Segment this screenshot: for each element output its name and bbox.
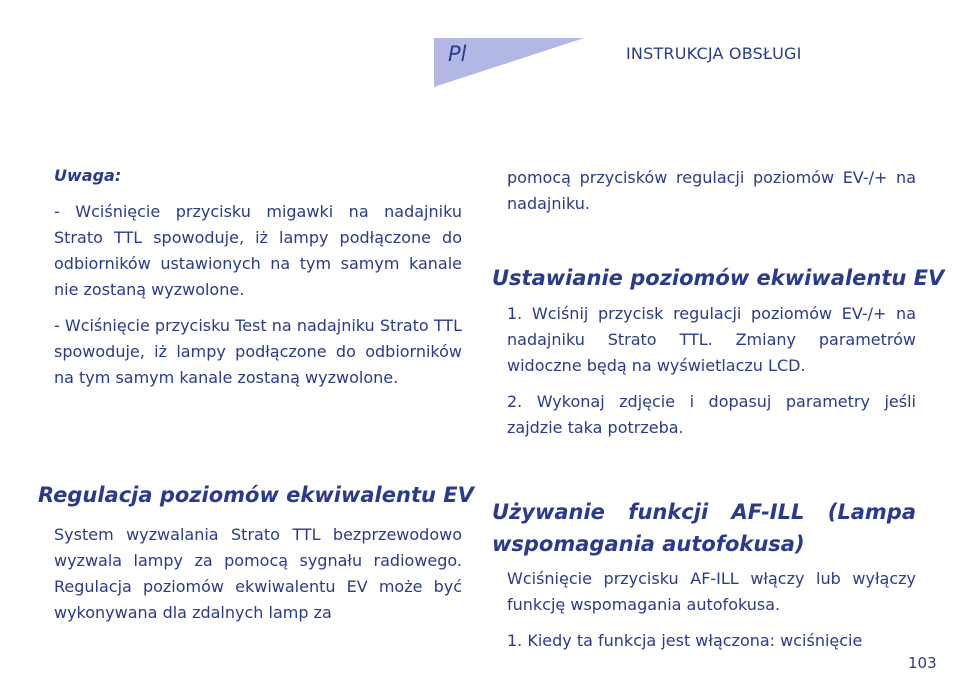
left-column <box>54 165 462 391</box>
note-paragraph-2: - Wciśnięcie przycisku Test na nadajniku Strato TTL spowoduje, iż lampy podłączone do odbiorników na tym samym kanale zostaną wyzwolone. <box>54 316 462 387</box>
ev-regulation-paragraph: System wyzwalania Strato TTL bezprzewodowo wyzwala lampy za pomocą sygnału radiowego. Regulacja poziomów ekwiwalentu EV może być wykonywana dla zdalnych lamp za <box>54 525 462 622</box>
manual-title: INSTRUKCJA OBSŁUGI <box>626 44 802 63</box>
language-label: Pl <box>448 42 467 66</box>
ev-setting-steps <box>507 301 916 441</box>
af-ill-paragraph-2: 1. Kiedy ta funkcja jest włączona: wciśnięcie <box>507 631 863 650</box>
step-1: 1. Wciśnij przycisk regulacji poziomów EV-/+ na nadajniku Strato TTL. Zmiany parametrów widoczne będą na wyświetlaczu LCD. <box>507 304 916 375</box>
section-heading-ev-regulation: Regulacja poziomów ekwiwalentu EV <box>38 483 474 507</box>
step-2: 2. Wykonaj zdjęcie i dopasuj parametry jeśli zajdzie taka potrzeba. <box>507 392 916 437</box>
ev-regulation-body <box>54 522 462 626</box>
af-ill-body <box>507 566 916 654</box>
section-heading-ev-setting: Ustawianie poziomów ekwiwalentu EV <box>492 266 945 290</box>
note-paragraph-1: - Wciśnięcie przycisku migawki na nadajniku Strato TTL spowoduje, iż lampy podłączone do odbiorników ustawionych na tym samym kanale nie zostaną wyzwolone. <box>54 202 462 299</box>
continued-paragraph: pomocą przycisków regulacji poziomów EV-/+ na nadajniku. <box>507 168 916 213</box>
page-number: 103 <box>908 654 937 672</box>
note-title: Uwaga: <box>54 166 122 185</box>
section-heading-af-ill: Używanie funkcji AF-ILL (Lampa wspomagania autofokusa) <box>492 500 916 556</box>
af-ill-paragraph-1: Wciśnięcie przycisku AF-ILL włączy lub wyłączy funkcję wspomagania autofokusa. <box>507 569 916 614</box>
right-column-top <box>507 165 916 217</box>
